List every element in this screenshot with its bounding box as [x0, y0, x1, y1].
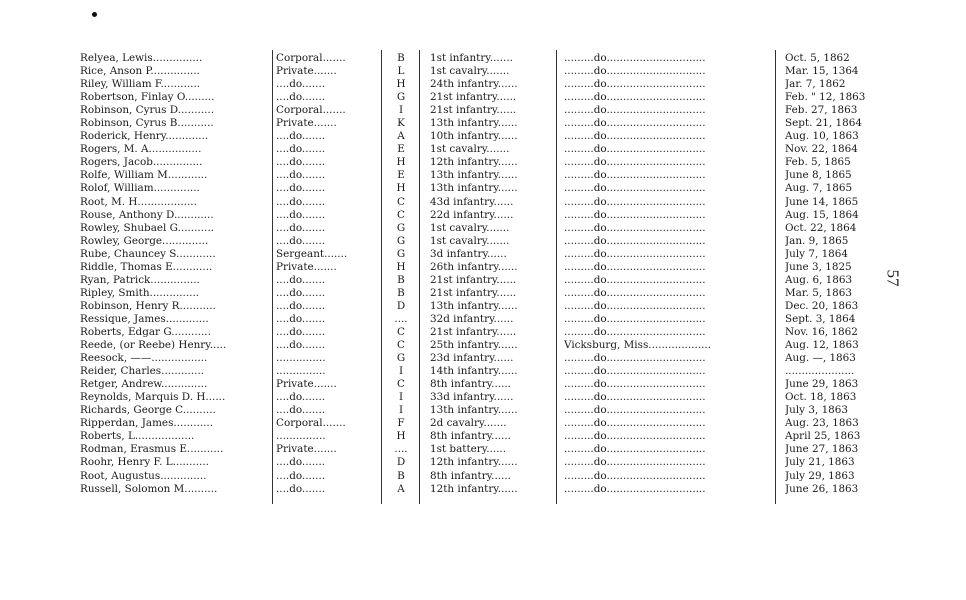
date-cell: Nov. 16, 1862 — [785, 325, 858, 338]
company-cell: B — [397, 273, 405, 286]
company-cell: F — [397, 417, 405, 430]
soldier-name-cell: Robinson, Cyrus B........... — [80, 117, 214, 130]
place-cell: .........do.............................. — [564, 247, 706, 260]
place-cell: .........do.............................. — [564, 299, 706, 312]
place-cell: .........do.............................. — [564, 365, 706, 378]
rank-cell: ....do....... — [276, 404, 326, 417]
place-cell: .........do.............................. — [564, 378, 706, 391]
company-cell: I — [398, 365, 404, 378]
soldier-name-cell: Relyea, Lewis............... — [80, 52, 203, 64]
rank-cell: ....do....... — [276, 143, 326, 156]
rank-cell: ....do....... — [276, 312, 326, 325]
date-cell: Aug. 6, 1863 — [785, 273, 853, 286]
company-cell: G — [396, 234, 406, 247]
regiment-cell: 12th infantry...... — [430, 482, 518, 495]
regiment-cell: 14th infantry...... — [430, 365, 518, 378]
table-row — [80, 274, 870, 287]
company-cell: C — [397, 195, 405, 208]
rank-cell: ............... — [276, 365, 326, 378]
company-cell: I — [398, 404, 404, 417]
regiment-cell: 13th infantry...... — [430, 117, 518, 130]
rank-cell: ....do....... — [276, 208, 326, 221]
table-row — [80, 326, 870, 339]
rank-cell: Private....... — [276, 117, 337, 130]
table-row — [80, 378, 870, 391]
table-row — [80, 65, 870, 78]
date-cell: Nov. 22, 1864 — [785, 143, 858, 156]
soldier-name-cell: Robinson, Cyrus D........... — [80, 104, 215, 117]
date-cell: June 14, 1865 — [785, 195, 859, 208]
date-cell: April 25, 1863 — [785, 430, 861, 443]
place-cell: .........do.............................. — [564, 456, 706, 469]
company-cell: H — [396, 156, 406, 169]
rank-cell: Private....... — [276, 443, 337, 456]
date-cell: Dec. 20, 1863 — [785, 299, 859, 312]
soldier-name-cell: Rodman, Erasmus E........... — [80, 443, 224, 456]
rank-cell: ....do....... — [276, 156, 326, 169]
soldier-name-cell: Ryan, Patrick............... — [80, 273, 200, 286]
rank-cell: ....do....... — [276, 130, 326, 143]
place-cell: .........do.............................. — [564, 286, 706, 299]
soldier-name-cell: Ripley, Smith............... — [80, 286, 200, 299]
rank-cell: Private....... — [276, 378, 337, 391]
date-cell: June 26, 1863 — [785, 482, 859, 495]
soldier-name-cell: Reynolds, Marquis D. H...... — [80, 391, 226, 404]
regiment-cell: 24th infantry...... — [430, 78, 518, 91]
page-number: 57 — [883, 269, 903, 287]
regiment-cell: 1st cavalry....... — [430, 65, 510, 78]
table-row — [80, 78, 870, 91]
date-cell: June 27, 1863 — [785, 443, 859, 456]
date-cell: July 29, 1863 — [785, 469, 855, 482]
rank-cell: ....do....... — [276, 182, 326, 195]
company-cell: C — [397, 208, 405, 221]
date-cell: Jan. 9, 1865 — [785, 234, 849, 247]
table-row — [80, 235, 870, 248]
table-row — [80, 470, 870, 483]
roster-table — [80, 52, 870, 496]
rank-cell: ....do....... — [276, 169, 326, 182]
company-cell: .... — [394, 443, 408, 456]
regiment-cell: 21st infantry...... — [430, 273, 517, 286]
table-row — [80, 430, 870, 443]
soldier-name-cell: Riley, William F............ — [80, 78, 201, 91]
table-row — [80, 339, 870, 352]
company-cell: G — [396, 91, 406, 104]
company-cell: H — [396, 182, 406, 195]
date-cell: Feb. 5, 1865 — [785, 156, 851, 169]
place-cell: .........do.............................. — [564, 417, 706, 430]
soldier-name-cell: Rouse, Anthony D............ — [80, 208, 214, 221]
table-row — [80, 52, 870, 65]
regiment-cell: 3d infantry...... — [430, 247, 507, 260]
regiment-cell: 13th infantry...... — [430, 169, 518, 182]
table-row — [80, 169, 870, 182]
soldier-name-cell: Rogers, Jacob............... — [80, 156, 203, 169]
soldier-name-cell: Rolof, William.............. — [80, 182, 200, 195]
rank-cell: ....do....... — [276, 195, 326, 208]
regiment-cell: 8th infantry...... — [430, 430, 511, 443]
place-cell: .........do.............................. — [564, 391, 706, 404]
soldier-name-cell: Root, M. H.................. — [80, 195, 197, 208]
soldier-name-cell: Retger, Andrew.............. — [80, 378, 208, 391]
rank-cell: ....do....... — [276, 91, 326, 104]
rank-cell: ............... — [276, 352, 326, 365]
table-row — [80, 130, 870, 143]
table-row — [80, 313, 870, 326]
soldier-name-cell: Richards, George C.......... — [80, 404, 216, 417]
place-cell: .........do.............................. — [564, 482, 706, 495]
table-row — [80, 104, 870, 117]
table-row — [80, 196, 870, 209]
date-cell: Aug. 7, 1865 — [785, 182, 853, 195]
table-row — [80, 352, 870, 365]
soldier-name-cell: Root, Augustus.............. — [80, 469, 207, 482]
rank-cell: ....do....... — [276, 78, 326, 91]
regiment-cell: 25th infantry...... — [430, 339, 518, 352]
rank-cell: ....do....... — [276, 234, 326, 247]
place-cell: .........do.............................. — [564, 208, 706, 221]
company-cell: C — [397, 339, 405, 352]
regiment-cell: 13th infantry...... — [430, 182, 518, 195]
table-row — [80, 156, 870, 169]
date-cell: Aug. 23, 1863 — [785, 417, 859, 430]
regiment-cell: 32d infantry...... — [430, 312, 514, 325]
place-cell: .........do.............................. — [564, 182, 706, 195]
place-cell: .........do.............................. — [564, 234, 706, 247]
table-row — [80, 209, 870, 222]
company-cell: B — [397, 469, 405, 482]
rank-cell: ....do....... — [276, 482, 326, 495]
soldier-name-cell: Robinson, Henry R........... — [80, 299, 216, 312]
soldier-name-cell: Reider, Charles............. — [80, 365, 205, 378]
rank-cell: ....do....... — [276, 391, 326, 404]
table-row — [80, 287, 870, 300]
date-cell: Aug. —, 1863 — [785, 352, 856, 365]
regiment-cell: 1st infantry....... — [430, 52, 513, 64]
company-cell: A — [397, 130, 405, 143]
rank-cell: ....do....... — [276, 286, 326, 299]
place-cell: .........do.............................. — [564, 117, 706, 130]
company-cell: I — [398, 391, 404, 404]
regiment-cell: 1st cavalry....... — [430, 234, 510, 247]
date-cell: Oct. 22, 1864 — [785, 221, 857, 234]
table-row — [80, 248, 870, 261]
rank-cell: Corporal....... — [276, 417, 346, 430]
place-cell: .........do.............................. — [564, 78, 706, 91]
table-row — [80, 456, 870, 469]
regiment-cell: 13th infantry...... — [430, 404, 518, 417]
table-row — [80, 417, 870, 430]
soldier-name-cell: Rube, Chauncey S............ — [80, 247, 216, 260]
table-row — [80, 483, 870, 496]
company-cell: L — [397, 65, 405, 78]
table-row — [80, 443, 870, 456]
regiment-cell: 43d infantry...... — [430, 195, 514, 208]
regiment-cell: 33d infantry...... — [430, 391, 514, 404]
place-cell: .........do.............................. — [564, 52, 706, 64]
table-row — [80, 300, 870, 313]
company-cell: G — [396, 221, 406, 234]
date-cell: July 21, 1863 — [785, 456, 855, 469]
date-cell: June 29, 1863 — [785, 378, 859, 391]
company-cell: I — [398, 104, 404, 117]
soldier-name-cell: Rowley, Shubael G........... — [80, 221, 214, 234]
table-row — [80, 261, 870, 274]
soldier-name-cell: Russell, Solomon M.......... — [80, 482, 218, 495]
regiment-cell: 1st cavalry....... — [430, 143, 510, 156]
place-cell: .........do.............................. — [564, 260, 706, 273]
company-cell: C — [397, 325, 405, 338]
date-cell: Mar. 15, 1364 — [785, 65, 859, 78]
soldier-name-cell: Ripperdan, James............ — [80, 417, 214, 430]
regiment-cell: 21st infantry...... — [430, 91, 517, 104]
rank-cell: ....do....... — [276, 273, 326, 286]
place-cell: .........do.............................. — [564, 91, 706, 104]
company-cell: K — [397, 117, 405, 130]
date-cell: Aug. 15, 1864 — [785, 208, 859, 221]
company-cell: A — [397, 482, 405, 495]
regiment-cell: 8th infantry...... — [430, 378, 511, 391]
rank-cell: ....do....... — [276, 325, 326, 338]
date-cell: Sept. 21, 1864 — [785, 117, 862, 130]
place-cell: .........do.............................. — [564, 143, 706, 156]
regiment-cell: 10th infantry...... — [430, 130, 518, 143]
soldier-name-cell: Reede, (or Reebe) Henry..... — [80, 339, 227, 352]
soldier-name-cell: Robertson, Finlay O......... — [80, 91, 215, 104]
regiment-cell: 1st battery...... — [430, 443, 507, 456]
soldier-name-cell: Roderick, Henry............. — [80, 130, 209, 143]
company-cell: H — [396, 78, 406, 91]
regiment-cell: 26th infantry...... — [430, 260, 518, 273]
table-row — [80, 143, 870, 156]
date-cell: July 7, 1864 — [785, 247, 849, 260]
place-cell: .........do.............................. — [564, 469, 706, 482]
place-cell: .........do.............................. — [564, 156, 706, 169]
date-cell: June 8, 1865 — [785, 169, 852, 182]
company-cell: H — [396, 430, 406, 443]
place-cell: .........do.............................. — [564, 130, 706, 143]
rank-cell: ....do....... — [276, 221, 326, 234]
company-cell: G — [396, 352, 406, 365]
rank-cell: Private....... — [276, 260, 337, 273]
table-row — [80, 365, 870, 378]
place-cell: .........do.............................. — [564, 221, 706, 234]
regiment-cell: 12th infantry...... — [430, 156, 518, 169]
date-cell: July 3, 1863 — [785, 404, 849, 417]
place-cell: .........do.............................. — [564, 65, 706, 78]
soldier-name-cell: Rowley, George.............. — [80, 234, 209, 247]
date-cell: ..................... — [785, 365, 855, 378]
place-cell: .........do.............................. — [564, 352, 706, 365]
ink-dot — [92, 12, 97, 17]
date-cell: Sept. 3, 1864 — [785, 312, 856, 325]
rank-cell: ....do....... — [276, 469, 326, 482]
regiment-cell: 1st cavalry....... — [430, 221, 510, 234]
date-cell: Aug. 12, 1863 — [785, 339, 859, 352]
date-cell: Aug. 10, 1863 — [785, 130, 859, 143]
soldier-name-cell: Ressique, James............. — [80, 312, 209, 325]
rank-cell: ....do....... — [276, 456, 326, 469]
regiment-cell: 21st infantry...... — [430, 325, 517, 338]
regiment-cell: 2d cavalry....... — [430, 417, 507, 430]
company-cell: B — [397, 52, 405, 64]
regiment-cell: 12th infantry...... — [430, 456, 518, 469]
soldier-name-cell: Roberts, Edgar G............ — [80, 325, 211, 338]
place-cell: Vicksburg, Miss................... — [564, 339, 712, 352]
date-cell: Oct. 5, 1862 — [785, 52, 850, 64]
place-cell: .........do.............................. — [564, 430, 706, 443]
rank-cell: Corporal....... — [276, 104, 346, 117]
place-cell: .........do.............................. — [564, 325, 706, 338]
rank-cell: Private....... — [276, 65, 337, 78]
date-cell: June 3, 1825 — [785, 260, 852, 273]
company-cell: G — [396, 247, 406, 260]
table-row — [80, 391, 870, 404]
place-cell: .........do.............................. — [564, 312, 706, 325]
regiment-cell: 8th infantry...... — [430, 469, 511, 482]
company-cell: .... — [394, 312, 408, 325]
company-cell: E — [397, 169, 405, 182]
date-cell: Mar. 5, 1863 — [785, 286, 852, 299]
date-cell: Feb. 27, 1863 — [785, 104, 858, 117]
rank-cell: ............... — [276, 430, 326, 443]
soldier-name-cell: Rogers, M. A................ — [80, 143, 202, 156]
table-row — [80, 117, 870, 130]
soldier-name-cell: Reesock, ——................. — [80, 352, 208, 365]
place-cell: .........do.............................. — [564, 443, 706, 456]
regiment-cell: 23d infantry...... — [430, 352, 514, 365]
soldier-name-cell: Rice, Anson P............... — [80, 65, 200, 78]
soldier-name-cell: Roohr, Henry F. L........... — [80, 456, 209, 469]
regiment-cell: 22d infantry...... — [430, 208, 514, 221]
regiment-cell: 21st infantry...... — [430, 104, 517, 117]
table-row — [80, 222, 870, 235]
regiment-cell: 13th infantry...... — [430, 299, 518, 312]
rank-cell: ....do....... — [276, 339, 326, 352]
soldier-name-cell: Riddle, Thomas E............ — [80, 260, 213, 273]
company-cell: B — [397, 286, 405, 299]
soldier-name-cell: Rolfe, William M............ — [80, 169, 208, 182]
company-cell: D — [396, 299, 406, 312]
rank-cell: ....do....... — [276, 299, 326, 312]
place-cell: .........do.............................. — [564, 195, 706, 208]
date-cell: Jar. 7, 1862 — [785, 78, 846, 91]
place-cell: .........do.............................. — [564, 273, 706, 286]
company-cell: E — [397, 143, 405, 156]
date-cell: Feb. " 12, 1863 — [785, 91, 866, 104]
table-row — [80, 404, 870, 417]
company-cell: D — [396, 456, 406, 469]
place-cell: .........do.............................. — [564, 404, 706, 417]
rank-cell: Sergeant....... — [276, 247, 348, 260]
company-cell: C — [397, 378, 405, 391]
table-row — [80, 182, 870, 195]
date-cell: Oct. 18, 1863 — [785, 391, 857, 404]
place-cell: .........do.............................. — [564, 169, 706, 182]
place-cell: .........do.............................. — [564, 104, 706, 117]
soldier-name-cell: Roberts, L.................. — [80, 430, 195, 443]
table-row — [80, 91, 870, 104]
regiment-cell: 21st infantry...... — [430, 286, 517, 299]
rank-cell: Corporal....... — [276, 52, 346, 64]
company-cell: H — [396, 260, 406, 273]
